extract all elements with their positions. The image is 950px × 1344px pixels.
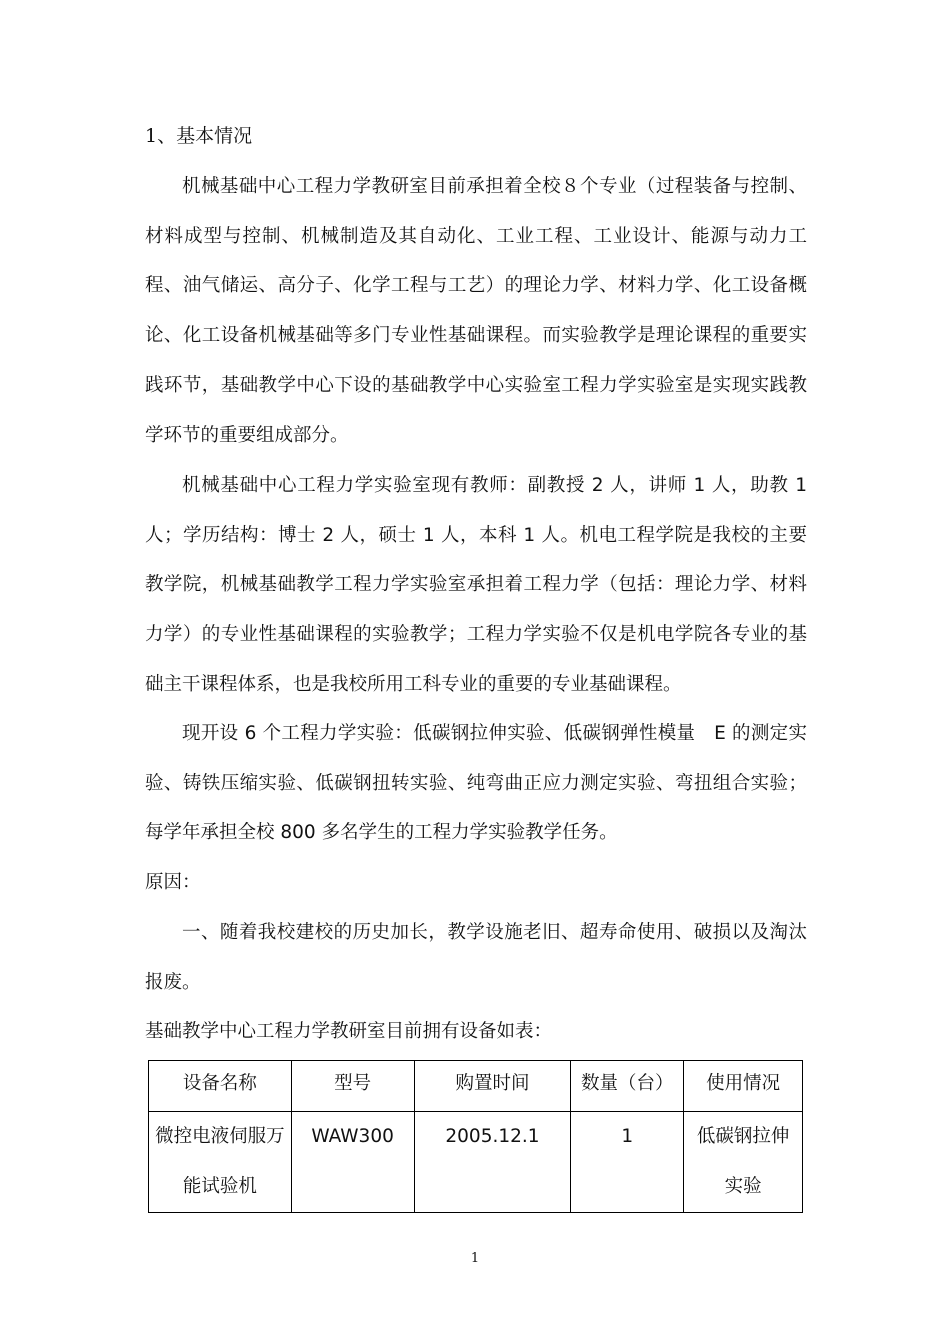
table-header-row (149, 1061, 803, 1112)
equipment-table (148, 1060, 803, 1213)
paragraph-overview: 机械基础中心工程力学教研室目前承担着全校８个专业（过程装备与控制、材料成型与控制、机械制造及其自动化、工业工程、工业设计、能源与动力工程、油气储运、高分子、化学工程与工艺）的理论力学、材料力学、化工设备概论、化工设备机械基础等多门专业性基础课程。而实验教学是理论课程的重要实践环节，基础教学中心下设的基础教学中心实验室工程力学实验室是实现实践教学环节的重要组成部分。 (145, 176, 807, 446)
cell-equipment-name: 微控电液伺服万能试验机 (149, 1112, 292, 1213)
cell-model: WAW300 (291, 1112, 414, 1213)
cell-quantity: 1 (571, 1112, 684, 1213)
paragraph-reasons-label: 原因： (145, 872, 201, 893)
paragraph-staff: 机械基础中心工程力学实验室现有教师：副教授 2 人，讲师 1 人，助教 1 人；学历结构：博士 2 人，硕士 1 人，本科 1 人。机电工程学院是我校的主要教学院，机械基础教学工程力学实验室承担着工程力学（包括：理论力学、材料力学）的专业性基础课程的实验教学；工程力学实验不仅是机电学院各专业的基础主干课程体系，也是我校所用工科专业的重要的专业基础课程。 (145, 475, 807, 695)
header-usage: 使用情况 (684, 1061, 803, 1112)
section-heading: 1、基本情况 (145, 125, 253, 147)
paragraph-experiments: 现开设 6 个工程力学实验：低碳钢拉伸实验、低碳钢弹性模量 E 的测定实验、铸铁压缩实验、低碳钢扭转实验、纯弯曲正应力测定实验、弯扭组合实验；每学年承担全校 800 多名学生的工程力学实验教学任务。 (145, 723, 807, 844)
header-model: 型号 (291, 1061, 414, 1112)
paragraph-reason-one: 一、随着我校建校的历史加长，教学设施老旧、超寿命使用、破损以及淘汰报废。 (145, 922, 807, 993)
header-equipment-name: 设备名称 (149, 1061, 292, 1112)
paragraph-table-intro: 基础教学中心工程力学教研室目前拥有设备如表： (145, 1021, 553, 1042)
page-number: 1 (470, 1251, 480, 1266)
header-quantity: 数量（台） (571, 1061, 684, 1112)
cell-usage: 低碳钢拉伸实验 (684, 1112, 803, 1213)
header-purchase-date: 购置时间 (414, 1061, 571, 1112)
cell-purchase-date: 2005.12.1 (414, 1112, 571, 1213)
table-row (149, 1112, 803, 1213)
